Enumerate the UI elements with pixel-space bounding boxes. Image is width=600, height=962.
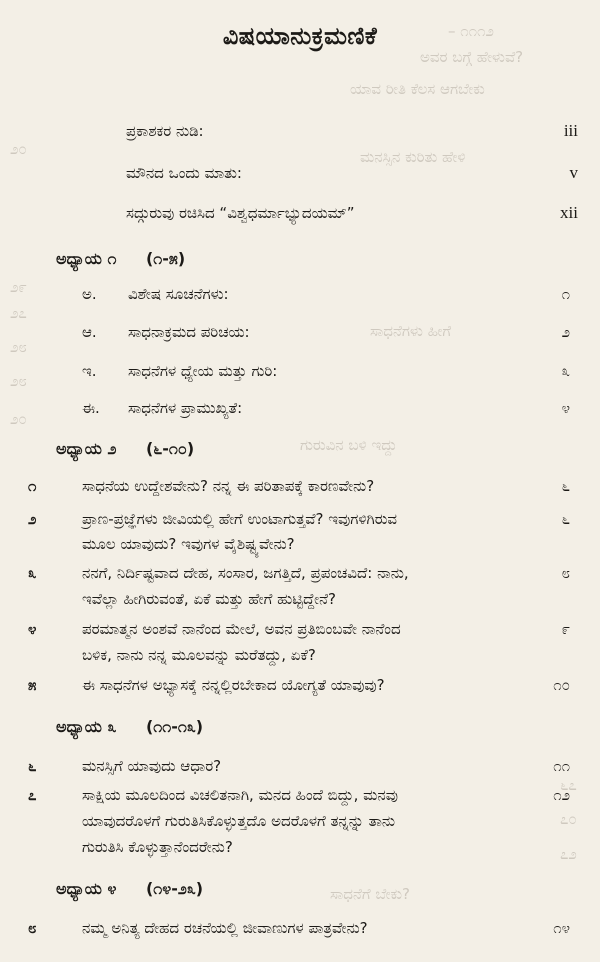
entry-text: ಈ ಸಾಧನೆಗಳ ಅಭ್ಯಾಸಕ್ಕೆ ನನ್ನಲ್ಲಿರಬೇಕಾದ ಯೋಗ್ಯತೆ ಯಾವುವು? bbox=[82, 676, 385, 694]
entry-text: ಮೌನದ ಒಂದು ಮಾತು: bbox=[126, 164, 242, 182]
entry-letter: ಆ. bbox=[82, 323, 97, 341]
entry-text: ಯಾವುದರೊಳಗೆ ಗುರುತಿಸಿಕೊಳ್ಳುತ್ತದೊ ಅದರೊಳಗೆ ತನ್ನನ್ನು ತಾನು bbox=[82, 812, 396, 830]
entry-text: ಸಾಧನಾಕ್ರಮದ ಪರಿಚಯ: bbox=[128, 323, 250, 341]
entry-number: ೮ bbox=[28, 919, 37, 937]
reverse-page-bleed: – ೧೧೧೨ ಅವರ ಬಗ್ಗೆ ಹೇಳುವೆ? ಯಾವ ರೀತಿ ಕೆಲಸ ಆಗಬೇಕು ೨೦ ಮನಸ್ಸಿನ ಕುರಿತು ಹೇಳಿ ೨೯ ೨೭ ೨೮ ಸಾಧನೆಗಳು ಹೀಗೆ ೨೮ ೨೦ ಗುರುವಿನ ಬಳಿ ಇದ್ದು ೬೭ ೭೦ ೭೨ ಸಾಧನೆಗೆ ಬೇಕು? bbox=[10, 22, 577, 903]
page-number: ೧೧ bbox=[553, 757, 570, 775]
entry-text: ಪ್ರಕಾಶಕರ ನುಡಿ: bbox=[126, 122, 204, 140]
entry-text: ಮನಸ್ಸಿಗೆ ಯಾವುದು ಆಧಾರ? bbox=[82, 757, 222, 775]
chapter-title: ಅಧ್ಯಾಯ ೨ bbox=[56, 439, 117, 458]
page-number: xii bbox=[560, 203, 578, 222]
entry-text: ನಮ್ಮ ಅನಿತ್ಯ ದೇಹದ ರಚನೆಯಲ್ಲಿ ಜೀವಾಣುಗಳ ಪಾತ್ರವೇನು? bbox=[82, 919, 368, 937]
entry-number: ೪ bbox=[28, 620, 37, 638]
entry-text: ಪ್ರಾಣ-ಪ್ರಜ್ಞೆಗಳು ಜೀವಿಯಲ್ಲಿ ಹೇಗೆ ಉಂಟಾಗುತ್ತವೆ? ಇವುಗಳಿಗಿರುವ bbox=[82, 510, 398, 528]
entry-text: ಇವೆಲ್ಲಾ ಹೀಗಿರುವಂತೆ, ಏಕೆ ಮತ್ತು ಹೇಗೆ ಹುಟ್ಟಿದ್ದೇನೆ? bbox=[82, 590, 336, 608]
entry-letter: ಅ. bbox=[82, 285, 97, 303]
chapter-range: (೧೪-೨೩) bbox=[145, 879, 204, 898]
page-number: ೧ bbox=[561, 285, 570, 303]
page-number: ೬ bbox=[561, 477, 570, 495]
page-number: ೧೪ bbox=[553, 919, 570, 937]
entry-text: ಸಾಧನೆಗಳ ಪ್ರಾಮುಖ್ಯತೆ: bbox=[128, 399, 243, 417]
page-number: ೧೨ bbox=[553, 786, 570, 804]
entry-text: ಸದ್ಗುರುವು ರಚಿಸಿದ “ವಿಶ್ವಧರ್ಮಾಭ್ಯುದಯಮ್” bbox=[126, 204, 355, 222]
chapter-title: ಅಧ್ಯಾಯ ೪ bbox=[56, 879, 117, 898]
page-number: ೯ bbox=[561, 620, 570, 638]
chapter-range: (೧೧-೧೩) bbox=[145, 717, 204, 736]
entry-text: ಸಾಕ್ಷಿಯ ಮೂಲದಿಂದ ವಿಚಲಿತನಾಗಿ, ಮನದ ಹಿಂದೆ ಬಿದ್ದು, ಮನವು bbox=[82, 786, 398, 804]
entry-text: ಸಾಧನೆಗಳ ಧ್ಯೇಯ ಮತ್ತು ಗುರಿ: bbox=[128, 362, 278, 380]
entry-text: ಸಾಧನೆಯ ಉದ್ದೇಶವೇನು? ನನ್ನ ಈ ಪರಿತಾಪಕ್ಕೆ ಕಾರಣವೇನು? bbox=[82, 477, 375, 495]
chapter-range: (೬-೧೦) bbox=[145, 439, 195, 458]
chapter-title: ಅಧ್ಯಾಯ ೧ bbox=[56, 249, 117, 268]
page-number: ೪ bbox=[561, 399, 570, 417]
page-number: iii bbox=[563, 121, 578, 140]
page-number: ೧೦ bbox=[553, 676, 570, 694]
page-number: ೮ bbox=[561, 564, 570, 582]
entry-text: ಗುರುತಿಸಿ ಕೊಳ್ಳುತ್ತಾನೆಂದರೇನು? bbox=[82, 838, 233, 856]
page-number: v bbox=[569, 163, 578, 182]
entry-text: ಪರಮಾತ್ಮನ ಅಂಶವೆ ನಾನೆಂದ ಮೇಲೆ, ಅವನ ಪ್ರತಿಬಿಂಬವೇ ನಾನೆಂದ bbox=[82, 620, 401, 638]
entry-text: ವಿಶೇಷ ಸೂಚನೆಗಳು: bbox=[128, 285, 229, 303]
entry-number: ೧ bbox=[28, 477, 37, 495]
entry-text: ಮೂಲ ಯಾವುದು? ಇವುಗಳ ವೈಶಿಷ್ಟ್ಯವೇನು? bbox=[82, 535, 295, 553]
page-number: ೨ bbox=[561, 323, 570, 341]
entry-number: ೩ bbox=[28, 564, 37, 582]
chapter-range: (೧-೫) bbox=[145, 249, 186, 268]
entry-text: ಬಳಿಕ, ನಾನು ನನ್ನ ಮೂಲವನ್ನು ಮರೆತದ್ದು, ಏಕೆ? bbox=[82, 646, 316, 664]
entry-number: ೭ bbox=[28, 786, 37, 804]
entry-number: ೫ bbox=[28, 676, 37, 694]
entry-text: ನನಗೆ, ನಿರ್ದಿಷ್ಟವಾದ ದೇಹ, ಸಂಸಾರ, ಜಗತ್ತಿದೆ, ಪ್ರಪಂಚವಿದೆ: ನಾನು, bbox=[82, 564, 409, 582]
page-title: ವಿಷಯಾನುಕ್ರಮಣಿಕೆ bbox=[222, 22, 378, 50]
entry-letter: ಈ. bbox=[82, 399, 100, 417]
page-number: ೩ bbox=[561, 362, 570, 380]
entry-letter: ಇ. bbox=[82, 362, 97, 380]
entry-number: ೬ bbox=[28, 757, 37, 775]
page-number: ೬ bbox=[561, 510, 570, 528]
chapter-title: ಅಧ್ಯಾಯ ೩ bbox=[56, 717, 117, 736]
entry-number: ೨ bbox=[28, 510, 37, 528]
